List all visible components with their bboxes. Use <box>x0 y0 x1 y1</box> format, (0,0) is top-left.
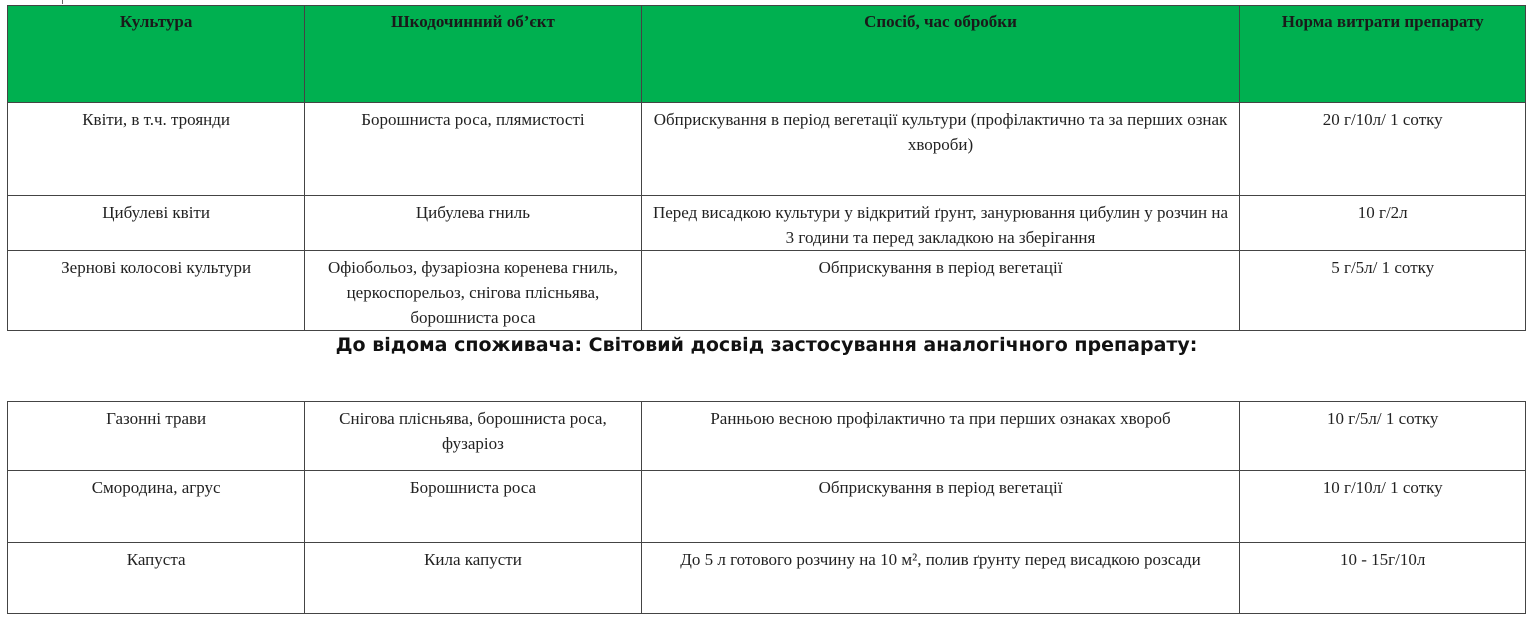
cell-crop: Цибулеві квіти <box>8 196 305 251</box>
cell-pest: Офіобольоз, фузаріозна коренева гниль, церкоспорельоз, снігова плісньява, борошниста роса <box>305 251 641 331</box>
header-pest: Шкодочинний об’єкт <box>305 6 641 103</box>
cell-pest: Кила капусти <box>305 543 641 614</box>
cell-crop: Смородина, агрус <box>8 471 305 543</box>
table-row <box>8 103 1526 196</box>
cell-method: Перед висадкою культури у відкритий ґрунт, занурювання цибулин у розчин на 3 години та перед закладкою на зберігання <box>641 196 1240 251</box>
cell-rate: 10 г/5л/ 1 сотку <box>1240 402 1526 471</box>
cell-crop: Квіти, в т.ч. троянди <box>8 103 305 196</box>
table-row <box>8 196 1526 251</box>
cell-crop: Зернові колосові культури <box>8 251 305 331</box>
cell-pest: Борошниста роса <box>305 471 641 543</box>
consumer-note-heading: До відома споживача: Світовий досвід застосування аналогічного препарату: <box>8 331 1526 402</box>
cell-crop: Газонні трави <box>8 402 305 471</box>
cell-method: Обприскування в період вегетації <box>641 251 1240 331</box>
header-row <box>8 6 1526 103</box>
table-row <box>8 471 1526 543</box>
table-row <box>8 251 1526 331</box>
cell-pest: Снігова плісньява, борошниста роса, фузаріоз <box>305 402 641 471</box>
cell-method: Ранньою весною профілактично та при перших ознаках хвороб <box>641 402 1240 471</box>
cell-rate: 10 - 15г/10л <box>1240 543 1526 614</box>
table-row <box>8 402 1526 471</box>
cell-pest: Борошниста роса, плямистості <box>305 103 641 196</box>
cell-crop: Капуста <box>8 543 305 614</box>
treatment-table-container <box>7 5 1526 614</box>
table-row <box>8 543 1526 614</box>
cell-pest: Цибулева гниль <box>305 196 641 251</box>
cropped-border-mark <box>62 0 67 4</box>
cell-method: До 5 л готового розчину на 10 м², полив ґрунту перед висадкою розсади <box>641 543 1240 614</box>
cell-rate: 5 г/5л/ 1 сотку <box>1240 251 1526 331</box>
header-method: Спосіб, час обробки <box>641 6 1240 103</box>
cell-rate: 20 г/10л/ 1 сотку <box>1240 103 1526 196</box>
treatment-table <box>7 5 1526 614</box>
cell-rate: 10 г/10л/ 1 сотку <box>1240 471 1526 543</box>
header-rate: Норма витрати препарату <box>1240 6 1526 103</box>
cell-method: Обприскування в період вегетації <box>641 471 1240 543</box>
cell-rate: 10 г/2л <box>1240 196 1526 251</box>
separator-row <box>8 331 1526 402</box>
cell-method: Обприскування в період вегетації культури (профілактично та за перших ознак хвороби) <box>641 103 1240 196</box>
header-crop: Культура <box>8 6 305 103</box>
